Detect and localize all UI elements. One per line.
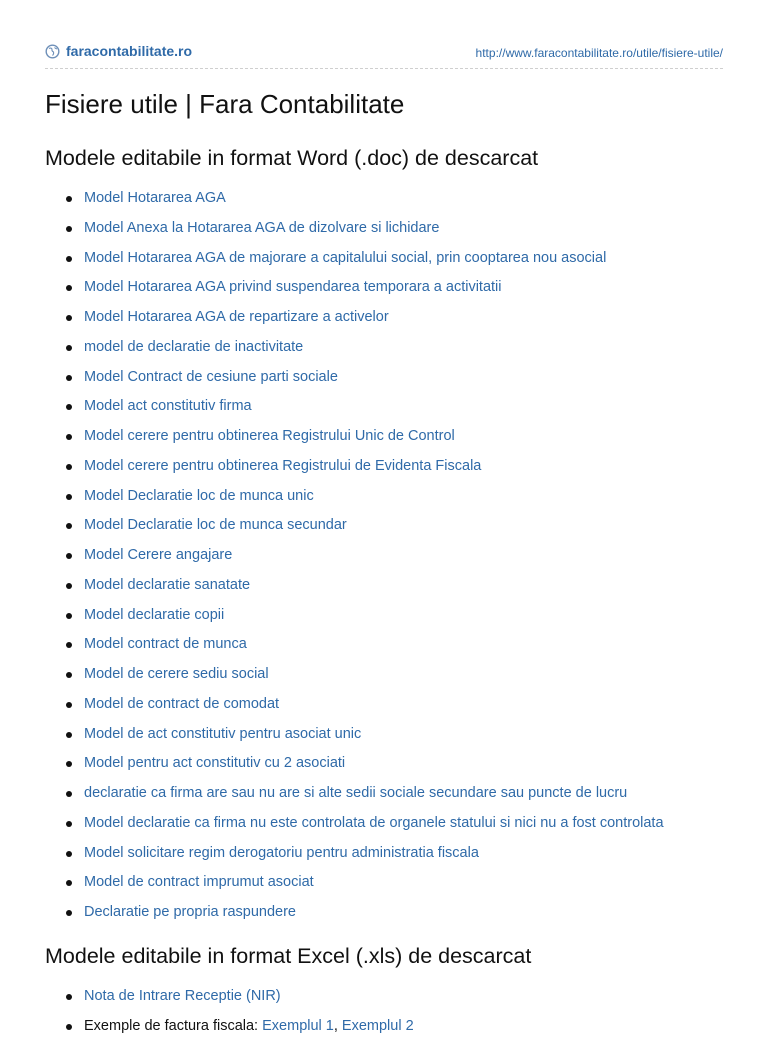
list-item [64,986,414,1016]
page-header [45,42,723,69]
model-link[interactable]: Nota de Intrare Receptie (NIR) [84,988,281,1004]
example-2-link[interactable]: Exemplul 2 [341,1017,414,1034]
page-url[interactable]: http://www.faracontabilitate.ro/utile/fisiere-utile/ [475,46,723,60]
model-link[interactable]: Model pentru act constitutiv cu 2 asociati [84,755,346,772]
model-link[interactable]: Model de cerere sediu social [84,666,269,682]
bullet [66,226,72,232]
model-link[interactable]: Model Contract de cesiune parti sociale [84,368,338,385]
section-heading-word: Modele editabile in format Word (.doc) de descarcat [45,146,539,170]
bullet [66,613,72,619]
list-item [64,545,664,575]
list-item [64,456,664,486]
bullet [66,583,72,589]
list-item [64,277,664,307]
bullet [66,821,72,827]
list-item [64,664,664,694]
list-item [64,634,664,664]
list-item [64,843,664,873]
list-item [64,724,664,754]
bullet [66,494,72,500]
bullet [66,434,72,440]
list-item [64,575,664,605]
bullet [66,256,72,262]
list-item [64,783,664,813]
model-link[interactable]: Model Anexa la Hotararea AGA de dizolvare si lichidare [84,219,440,236]
model-link[interactable]: Model de contract de comodat [84,695,280,712]
site-brand[interactable] [45,43,192,59]
list-item [64,218,664,248]
bullet [66,642,72,648]
model-link[interactable]: Model de act constitutiv pentru asociat unic [84,725,362,742]
bullet [66,851,72,857]
model-link[interactable]: Model de contract imprumut asociat [84,874,314,891]
bullet [66,315,72,321]
bullet [66,345,72,351]
bullet [66,404,72,410]
bullet [66,1024,72,1030]
model-link[interactable]: Model Hotararea AGA de majorare a capitalului social, prin cooptarea nou asocial [84,249,607,266]
model-link[interactable]: Model cerere pentru obtinerea Registrului de Evidenta Fiscala [84,457,482,474]
list-item [64,248,664,278]
model-link[interactable]: Model contract de munca [84,636,247,653]
model-link[interactable]: Model Hotararea AGA de repartizare a activelor [84,309,389,325]
site-name[interactable]: faracontabilitate.ro [66,43,193,59]
model-link[interactable]: Model Declaratie loc de munca unic [84,487,314,504]
globe-icon [45,44,60,59]
model-link[interactable]: Model declaratie sanatate [84,576,251,593]
list-item [64,486,664,516]
page-title: Fisiere utile | Fara Contabilitate [45,89,405,119]
model-link[interactable]: Model declaratie copii [84,606,225,623]
bullet [66,672,72,678]
model-link[interactable]: Model Cerere angajare [84,547,233,563]
excel-models-list [64,986,414,1046]
bullet [66,994,72,1000]
bullet [66,553,72,559]
list-item [64,902,664,932]
list-item [64,337,664,367]
model-link[interactable]: Model Hotararea AGA privind suspendarea temporara a activitatii [84,279,502,296]
bullet [66,910,72,916]
bullet [66,791,72,797]
list-item [64,188,664,218]
model-link[interactable]: model de declaratie de inactivitate [84,338,304,355]
bullet [66,196,72,202]
bullet [66,285,72,291]
section-heading-excel: Modele editabile in format Excel (.xls) de descarcat [45,944,532,968]
list-item [64,813,664,843]
list-item [64,367,664,397]
separator: , [333,1017,342,1034]
model-link[interactable]: Model solicitare regim derogatoriu pentru administratia fiscala [84,844,479,861]
model-link[interactable]: Model Declaratie loc de munca secundar [84,517,347,534]
example-1-link[interactable]: Exemplul 1 [262,1017,334,1034]
model-link[interactable]: Declaratie pe propria raspundere [84,904,296,920]
bullet [66,375,72,381]
bullet [66,880,72,886]
model-link[interactable]: Model cerere pentru obtinerea Registrului Unic de Control [84,428,455,444]
bullet [66,761,72,767]
list-item [64,694,664,724]
model-link[interactable]: declaratie ca firma are sau nu are si alte sedii sociale secundare sau puncte de lucru [84,785,628,801]
bullet [66,464,72,470]
list-item [64,515,664,545]
list-item [64,872,664,902]
model-link[interactable]: Model declaratie ca firma nu este controlata de organele statului si nici nu a fost controlata [84,814,664,831]
model-link[interactable]: Model act constitutiv firma [84,398,252,415]
bullet [66,702,72,708]
list-item [64,1016,414,1046]
bullet [66,732,72,738]
word-models-list [64,188,664,932]
list-item [64,426,664,456]
invoice-examples-label: Exemple de factura fiscala: [84,1017,263,1034]
list-item [64,396,664,426]
list-item [64,307,664,337]
bullet [66,523,72,529]
model-link[interactable]: Model Hotararea AGA [84,190,226,206]
list-item [64,753,664,783]
list-item [64,605,664,635]
